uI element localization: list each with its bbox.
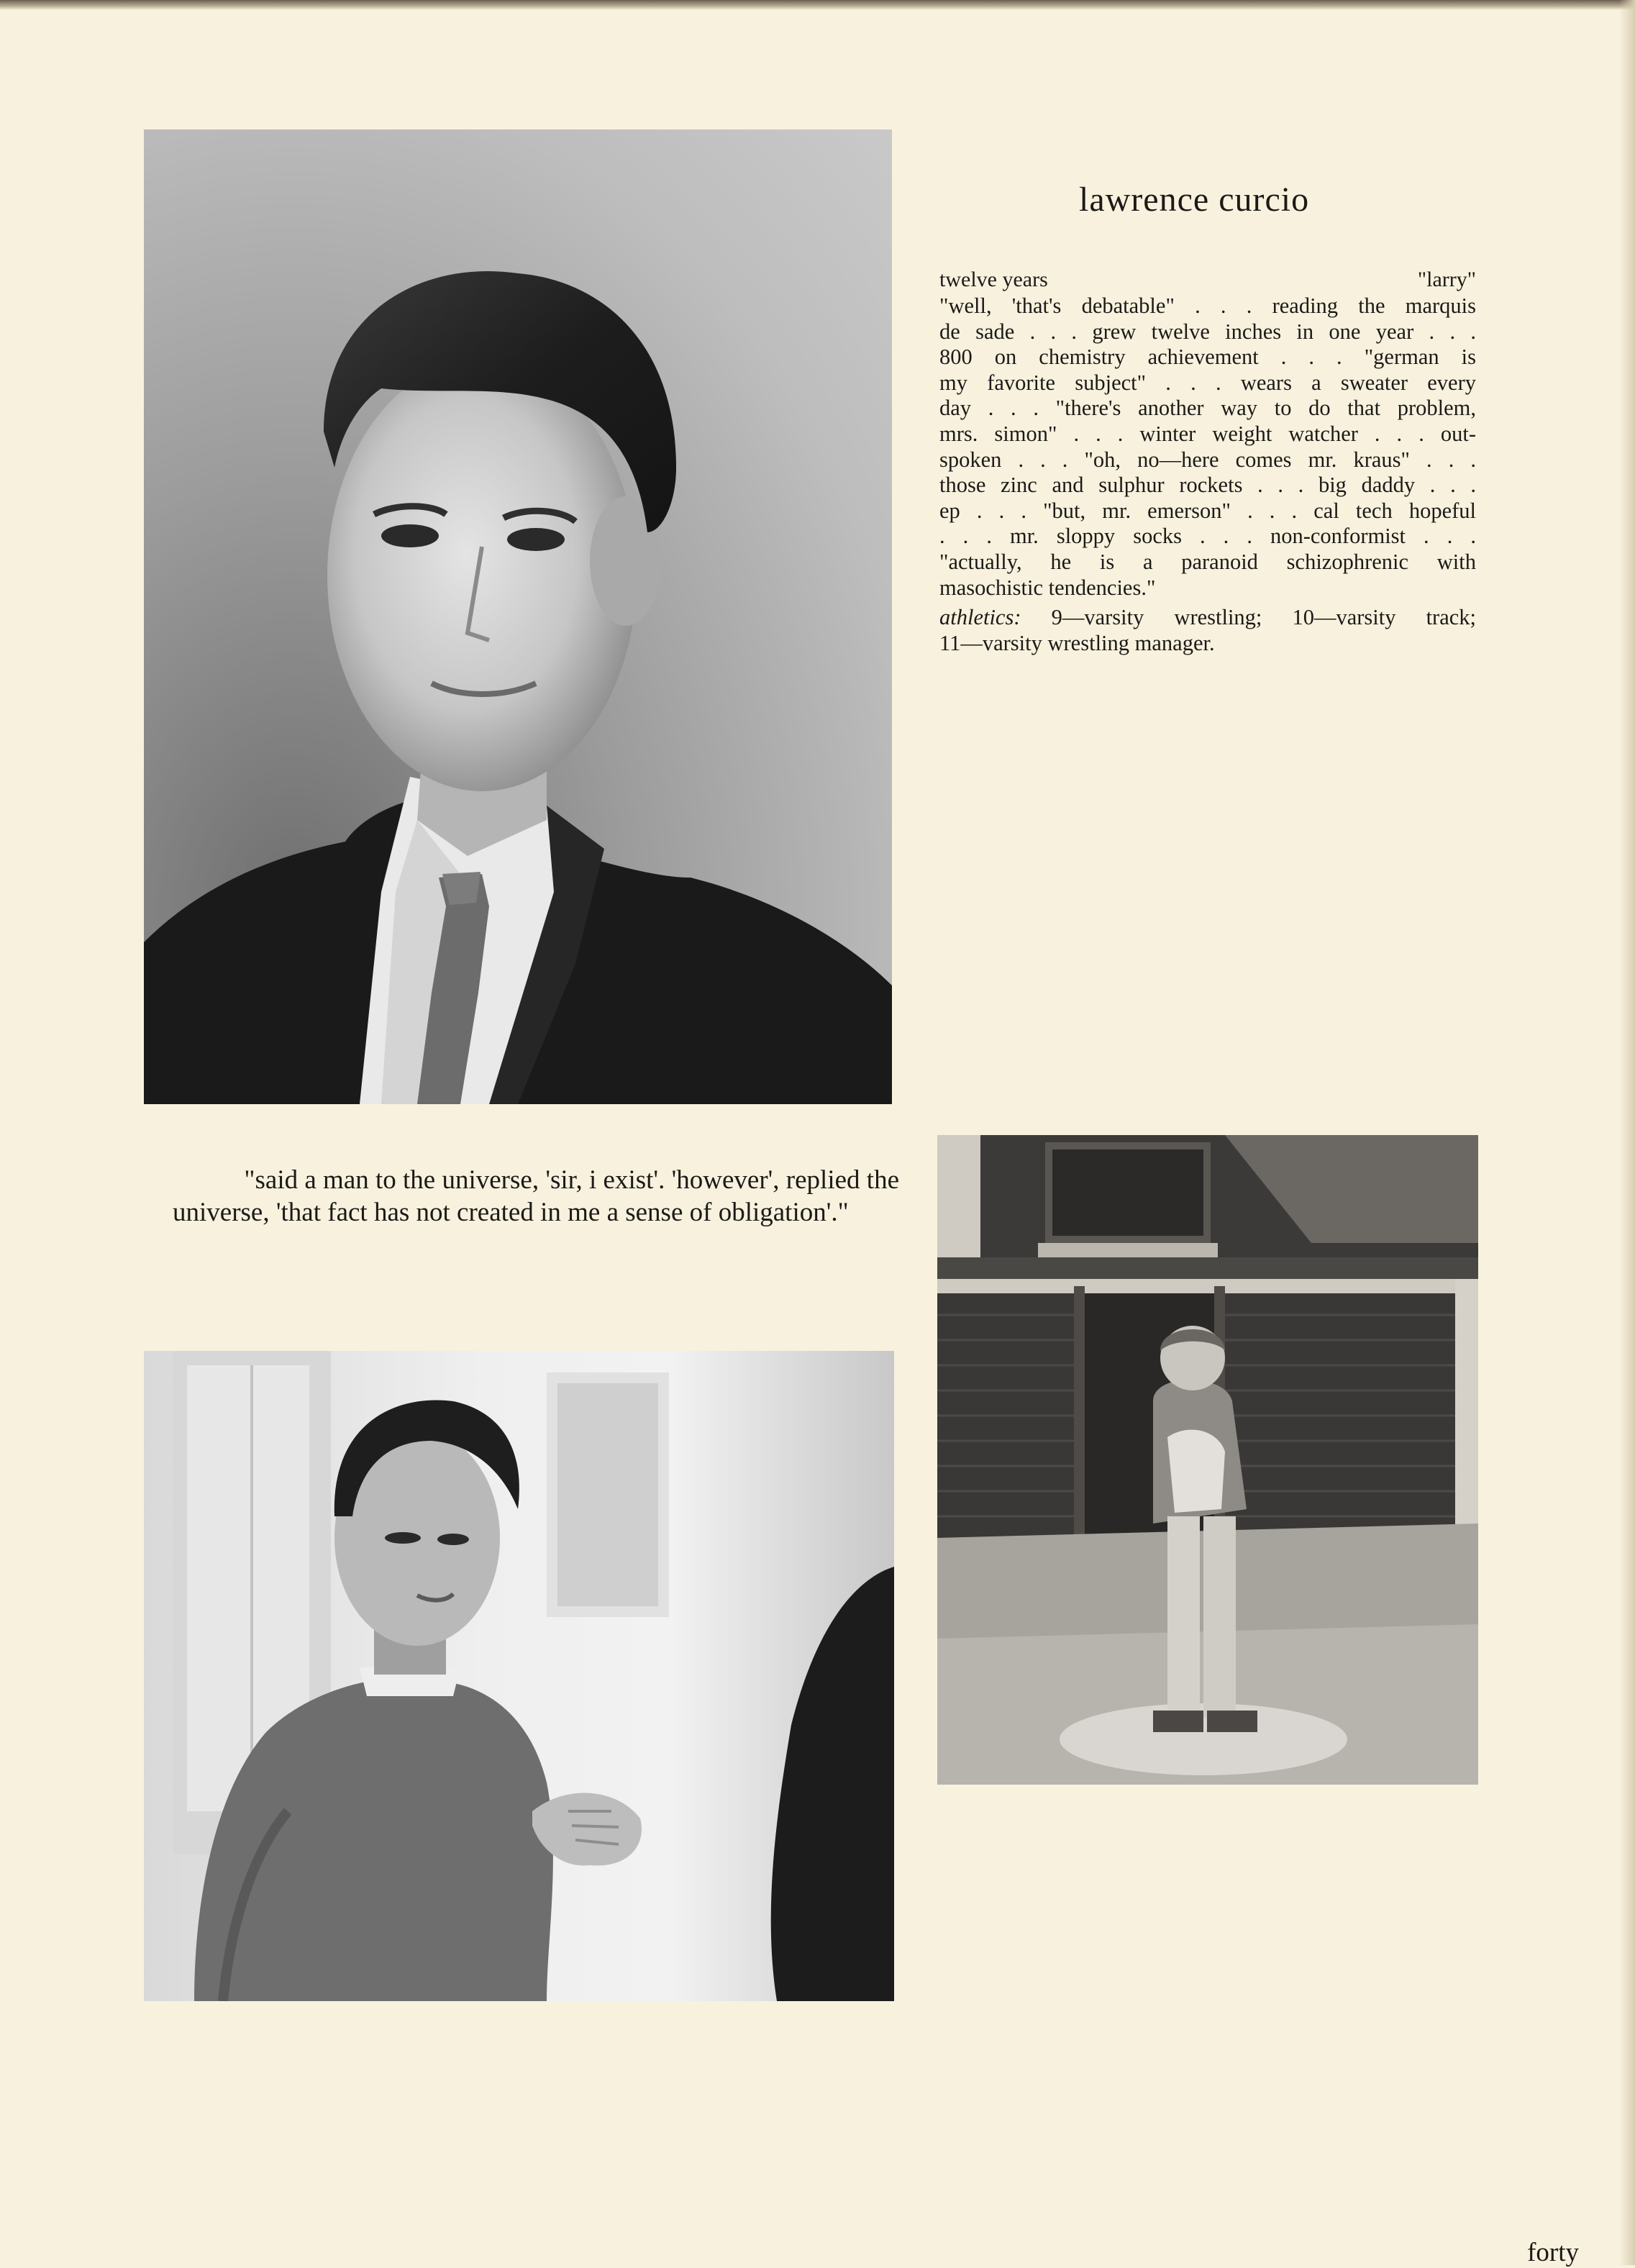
portrait-illustration — [144, 129, 892, 1104]
bio-line: 800 on chemistry achievement . . . "german is — [939, 345, 1476, 370]
bio-line: de sade . . . grew twelve inches in one year . . . — [939, 319, 1476, 344]
bio-line: masochistic tendencies." — [939, 575, 1156, 600]
bio-line: "well, 'that's debatable" . . . reading the marquis — [939, 293, 1476, 318]
bio-line: . . . mr. sloppy socks . . . non-conformist . . . — [939, 524, 1476, 549]
page-right-edge — [1619, 0, 1635, 2265]
page-number: forty — [1527, 2238, 1579, 2267]
athletics-label: athletics: — [939, 605, 1021, 630]
bio-line: day . . . "there's another way to do that problem, — [939, 396, 1476, 421]
quote — [129, 1164, 899, 1229]
bio-line: mrs. simon" . . . winter weight watcher . . . out- — [939, 421, 1476, 446]
childhood-photo — [937, 1135, 1478, 1785]
childhood-illustration — [937, 1135, 1478, 1785]
meta-row — [939, 268, 1476, 296]
bio-line: "actually, he is a paranoid schizophrenic with — [939, 549, 1476, 574]
bio-line: ep . . . "but, mr. emerson" . . . cal tech hopeful — [939, 498, 1476, 523]
quote-line: "said a man to the universe, 'sir, i exist'. 'however', replied the — [244, 1165, 899, 1195]
candid-photo — [144, 1351, 894, 2001]
nickname: "larry" — [1417, 268, 1476, 291]
page-top-edge — [0, 0, 1635, 10]
portrait-photo — [144, 129, 892, 1104]
athletics-line-2: 11—varsity wrestling manager. — [939, 630, 1215, 655]
athletics-line — [939, 605, 1476, 631]
years-attended: twelve years — [939, 268, 1048, 291]
quote-line: universe, 'that fact has not created in me a sense of obligation'." — [173, 1198, 849, 1227]
biography — [939, 293, 1476, 656]
bio-line: spoken . . . "oh, no—here comes mr. kraus" . . . — [939, 447, 1476, 472]
student-name: lawrence curcio — [1079, 181, 1310, 219]
athletics-text: 9—varsity wrestling; 10—varsity track; — [1021, 605, 1476, 630]
candid-illustration — [144, 1351, 894, 2001]
bio-line: those zinc and sulphur rockets . . . big daddy . . . — [939, 473, 1476, 498]
bio-line: my favorite subject" . . . wears a sweater every — [939, 370, 1476, 395]
